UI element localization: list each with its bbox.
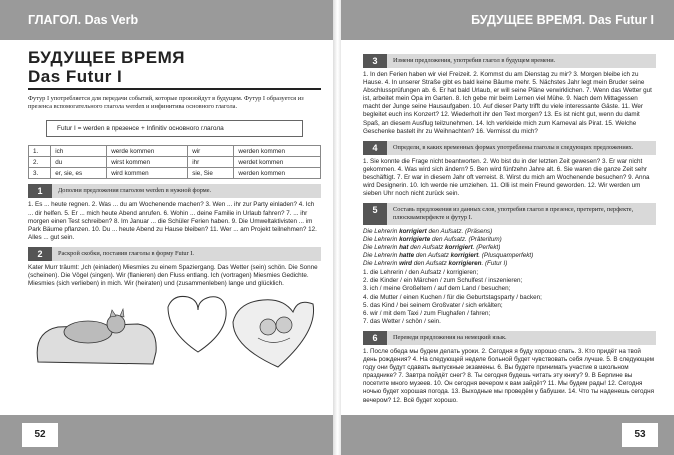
conjugation-cell: wirst kommen [107, 157, 188, 168]
right-page-content [363, 48, 656, 415]
model-sentence [363, 260, 656, 268]
conjugation-cell: werde kommen [107, 146, 188, 157]
conjugation-cell: du [51, 157, 107, 168]
book-gutter [333, 0, 341, 455]
model-text: den Aufsatz [408, 244, 446, 251]
conjugation-cell: werden kommen [234, 168, 321, 179]
exercise-item: 1. die Lehrerin / den Aufsatz / korrigieren; [363, 269, 479, 277]
model-verb: hat [399, 244, 409, 251]
model-verb: korrigiert [450, 252, 479, 260]
conjugation-row [29, 168, 321, 179]
exercise-6-text: 1. После обеда мы будем делать уроки. 2. Сегодня я буду хорошо спать. 3. Кто придёт на твой день рождения? 4. На следующей неделе больной будет чувствовать себя лучше. 5. В следующем году они будут сдавать выпускные экзамены. 6. Вы будете принимать участие в школьном празднике? 7. Завтра пойдёт снег? 8. Ты сегодня будешь читать эту книгу? 9. В Берлине вы посетите много музеев. 10. Он сегодня вечером к вам зайдёт? 11. Мы будем рады! 12. Сегодня ночью будет хорошая погода. 13. Выходные мы проведём у бабушки. 14. Что ты наденешь сегодня вечером? 12. Всё будет хорошо. [363, 347, 655, 404]
model-text: Die Lehrerin [363, 235, 400, 243]
exercise-item: 7. das Wetter / schön / sein. [363, 317, 441, 325]
conjugation-cell: sie, Sie [188, 168, 234, 179]
exercise-2-text: Kater Murr träumt: „Ich (einladen) Miesmies zu einem Spaziergang. Das Wetter (sein) schön. Die Sonne (scheinen). Die Vögel (singen). Wir (flanieren) den Fluss entlang. Ich (vortragen) Miesmies Gedichte. Miesmies (sich verlieben) in mich. Wir (heiraten) und (zusammenleben) lange und glücklich. [28, 263, 318, 288]
exercise-item: 4. die Mutter / einen Kuchen / für die Geburtstagsparty / backen; [363, 293, 542, 301]
section-title: БУДУЩЕЕ ВРЕМЯ [28, 48, 185, 67]
cats-on-sofa-and-heart-image [28, 292, 318, 372]
conjugation-table [28, 145, 321, 179]
conjugation-cell: er, sie, es [51, 168, 107, 179]
exercise-instruction: Измени предложения, употребив глагол в будущем времени. [387, 54, 656, 68]
left-page-header: ГЛАГОЛ. Das Verb [0, 0, 333, 40]
title-rule [28, 88, 321, 90]
exercise-number: 5 [363, 203, 387, 225]
conjugation-cell: werden kommen [234, 146, 321, 157]
exercise-instruction: Переведи предложения на немецкий язык. [387, 331, 656, 345]
model-text: Die Lehrerin [363, 227, 400, 235]
exercise-instruction: Определи, в каких временных формах употреблены глаголы в следующих предложениях. [387, 141, 656, 155]
model-sentence [363, 252, 656, 260]
model-text: Die Lehrerin [363, 252, 400, 260]
conjugation-cell: wird kommen [107, 168, 188, 179]
exercise-1-text: 1. Es ... heute regnen. 2. Was ... du am Wochenende machen? 3. Wen ... ihr zur Party einladen? 4. Ich ... dir helfen. 5. Er ... mich heute Abend anrufen. 6. Wohin ... deine Familie in Urlaub fahren? 7. ... ihr morgen einen Test schreiben? 8. Im Januar ... die Schüler Ferien haben. 9. Die Umweltaktivisten ... im Park Bäume pflanzen. 10. Du ... heute Abend zu Hause bleiben? 11. Wer ... am Projekt teilnehmen? 12. Alles ... gut sein. [28, 201, 317, 241]
section-subtitle: Das Futur I [28, 67, 123, 86]
model-sentence [363, 236, 656, 244]
right-page-header: БУДУЩЕЕ ВРЕМЯ. Das Futur I [341, 0, 674, 40]
exercise-instruction: Раскрой скобки, поставив глаголы в форму Futur I. [52, 247, 321, 261]
model-text: den Aufsatz [412, 260, 449, 268]
model-text: den Aufsatz [414, 252, 451, 260]
model-text: . (Futur I) [481, 260, 508, 268]
model-sentence [363, 244, 656, 252]
exercise-4-header [363, 141, 656, 155]
exercise-3-header [363, 54, 656, 68]
exercise-number: 2 [28, 247, 52, 261]
model-text: den Aufsatz. (Präsens) [426, 227, 493, 235]
exercise-5-items [363, 269, 656, 326]
page-number: 53 [622, 423, 658, 447]
conjugation-cell: 1. [29, 146, 51, 157]
exercise-item: 6. wir / mit dem Taxi / zum Flughafen / fahren; [363, 309, 491, 317]
exercise-6-header [363, 331, 656, 345]
conjugation-cell: ich [51, 146, 107, 157]
conjugation-cell: werdet kommen [234, 157, 321, 168]
conjugation-cell: 3. [29, 168, 51, 179]
exercise-1-header [28, 184, 321, 198]
model-verb: korrigierte [399, 235, 431, 243]
exercise-item: 5. das Kind / bei seinem Großvater / sich erkälten; [363, 301, 503, 309]
exercise-4-text: 1. Sie konnte die Frage nicht beantworten. 2. Wo bist du in der letzten Zeit gewesen? 3. Er war nicht gekommen. 4. Was wird sich ändern? 5. Ben wird fünfzehn Jahre alt. 6. Sie waren die ganze Zeit sehr beschäftigt. 7. Er war in diesem Jahr oft verreist. 8. Wirst du mich am Wochenende besuchen? 9. Anna wird Designerin. 10. Ich werde nie umziehen. 11. Olli ist mein Freund geworden. 12. Wir werden um sieben Uhr noch nicht zurück sein. [363, 157, 650, 198]
model-verb: korrigieren [448, 260, 482, 268]
model-text: Die Lehrerin [363, 244, 400, 251]
model-text: Die Lehrerin [363, 260, 400, 268]
page-number: 52 [22, 423, 58, 447]
model-verb: wird [399, 260, 413, 268]
formula-box: Futur I = werden в презенсе + Infinitiv основного глагола [46, 120, 303, 137]
model-verb: korrigiert [399, 227, 427, 235]
exercise-5-model [363, 228, 656, 268]
exercise-number: 6 [363, 331, 387, 345]
exercise-3-text: 1. In den Ferien haben wir viel Freizeit. 2. Kommst du am Dienstag zu mir? 3. Morgen bleibe ich zu Hause. 4. In unserer Straße gibt es bald keine Bäume mehr. 5. Nächstes Jahr legt mein Bruder seine Abschlussprüfungen ab. 6. Er hat bald Urlaub, er will seine Pläne verwirklichen. 7. Wenn das Wetter gut ist, arbeitet mein Opa im Garten. 8. Ich gebe mir beim Lernen viel Mühe. 9. Nach dem Mittagessen macht der Junge seine Hausaufgaben. 10. Auf dieser Party trifft du viele interessante Gäste. 11. Wer begleitet euch ins Konzert? 12. Wiederholt ihr den Text morgen? 13. Es ist nicht gut, wenn du damit Spaß, an diesem Ausflug teilzunehmen. 14. Ich verkleide mich zum Karneval als Pirat. 15. Welche Geschenke bastelt ihr zu Weihnachten? 16. Vermisst du mich? [363, 71, 652, 135]
conjugation-row [29, 157, 321, 168]
left-page [0, 0, 333, 455]
left-page-content [28, 48, 321, 415]
conjugation-cell: ihr [188, 157, 234, 168]
intro-paragraph: Футур I употребляется для передачи событий, которые произойдут в будущем. Футур I образуется из презенса вспомогательного глагола werden и инфинитива основного глагола. [28, 95, 304, 111]
model-verb: korrigiert [445, 244, 473, 251]
right-page [341, 0, 674, 455]
conjugation-row [29, 146, 321, 157]
exercise-5-header [363, 203, 656, 225]
exercise-instruction: Дополни предложения глаголом werden в нужной форме. [52, 184, 321, 198]
cats-illustration [28, 292, 321, 372]
conjugation-cell: 2. [29, 157, 51, 168]
exercise-instruction: Составь предложения из данных слов, употребив глагол в презенсе, претерите, перфекте, плюсквамперфекте и футур I. [387, 203, 656, 225]
exercise-number: 1 [28, 184, 52, 198]
model-sentence [363, 228, 656, 236]
conjugation-cell: wir [188, 146, 234, 157]
exercise-item: 2. die Kinder / ein Märchen / zum Schulfest / inszenieren; [363, 277, 523, 285]
exercise-2-header [28, 247, 321, 261]
model-text: . (Plusquamperfekt) [478, 252, 534, 260]
exercise-number: 3 [363, 54, 387, 68]
model-verb: hatte [399, 252, 415, 260]
model-text: den Aufsatz. (Präteritum) [430, 235, 502, 243]
exercise-item: 3. ich / meine Großeltern / auf dem Land / besuchen; [363, 285, 511, 293]
exercise-number: 4 [363, 141, 387, 155]
model-text: . (Perfekt) [472, 244, 501, 251]
